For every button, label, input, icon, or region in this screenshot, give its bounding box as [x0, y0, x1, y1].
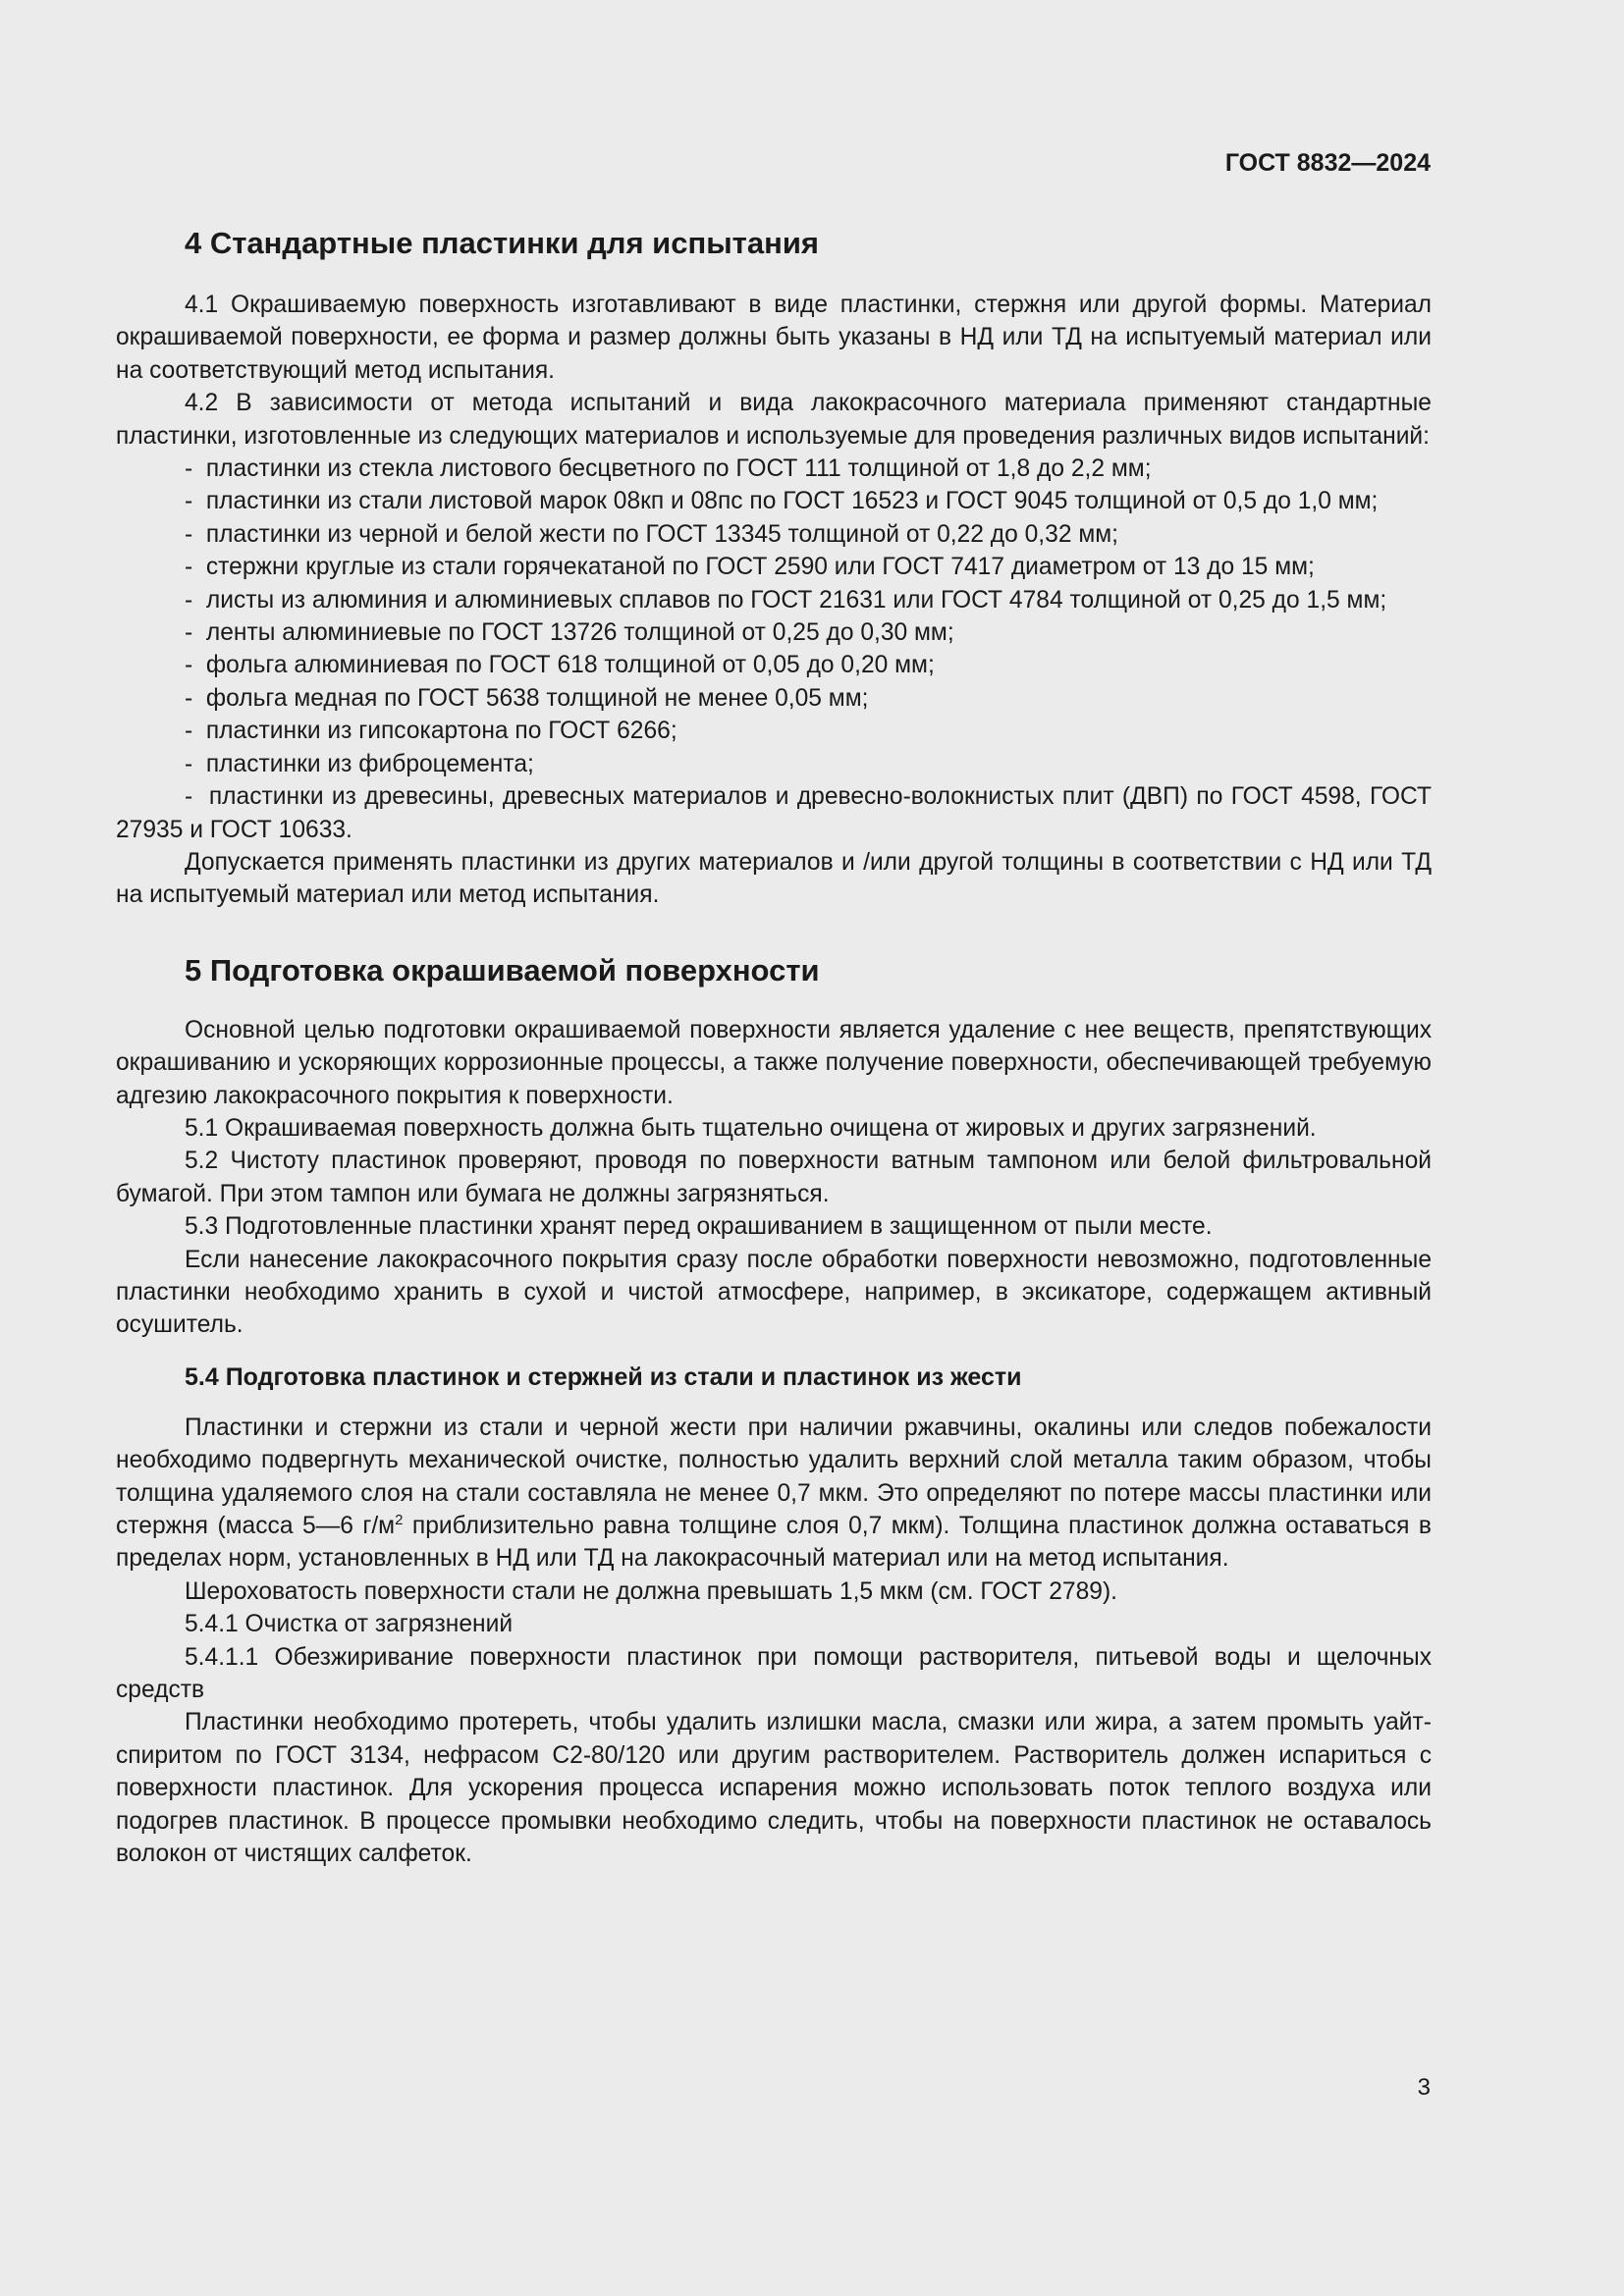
paragraph-4-2: 4.2 В зависимости от метода испытаний и вида лакокрасочного материала применяют стандартные пластинки, изготовленные из следующих материалов и используемые для проведения различных видов испытаний: — [116, 390, 1432, 450]
section-4-title: 4 Стандартные пластинки для испытания — [185, 226, 819, 260]
paragraph-5-intro: Основной целью подготовки окрашиваемой поверхности является удаление с нее веществ, препятствующих окрашиванию и ускоряющих коррозионные процессы, а также получение поверхности, обеспечивающей требуемую адгезию лакокрасочного покрытия к поверхности. — [116, 1016, 1432, 1109]
paragraph-5-4-1-1: 5.4.1.1 Обезжиривание поверхности пластинок при помощи растворителя, питьевой воды и щелочных средств — [116, 1643, 1432, 1704]
paragraph-5-4-1-1-text: Пластинки необходимо протереть, чтобы удалить излишки масла, смазки или жира, а затем промыть уайт-спиритом по ГОСТ 3134, нефрасом С2-80/120 или другим растворителем. Растворитель должен испариться с поверхности пластинок. Для ускорения процесса испарения можно использовать поток теплого воздуха или подогрев пластинок. В процессе промывки необходимо следить, чтобы на поверхности пластинок не оставалось волокон от чистящих салфеток. — [116, 1709, 1432, 1868]
paragraph-5-4-part-a: Пластинки и стержни из стали и черной жести при наличии ржавчины, окалины или следов побежалости необходимо подвергнуть механической очистке, полностью удалить верхний слой металла таким образом, чтобы толщина удаляемого слоя на стали составляла не менее 0,7 мкм. Это определяют по потере массы пластинки или стержня (масса 5—6 г/м — [116, 1414, 1432, 1539]
paragraph-4-1: 4.1 Окрашиваемую поверхность изготавливают в виде пластинки, стержня или другой формы. Материал окрашиваемой поверхности, ее форма и размер должны быть указаны в НД или ТД на испытуемый материал или на соответствующий метод испытания. — [116, 292, 1432, 384]
paragraph-5-4 — [116, 1412, 1432, 1575]
page-number: 3 — [1417, 2074, 1431, 2101]
list-item: - пластинки из древесины, древесных материалов и древесно-волокнистых плит (ДВП) по ГОСТ 4598, ГОСТ 27935 и ГОСТ 10633. — [116, 780, 1432, 846]
paragraph-5-1: 5.1 Окрашиваемая поверхность должна быть тщательно очищена от жировых и других загрязнений. — [185, 1114, 1317, 1142]
list-item: - фольга алюминиевая по ГОСТ 618 толщиной от 0,05 до 0,20 мм; — [116, 649, 1432, 681]
list-item: - стержни круглые из стали горячекатаной по ГОСТ 2590 или ГОСТ 7417 диаметром от 13 до 15 мм; — [116, 551, 1432, 583]
list-item: - пластинки из черной и белой жести по ГОСТ 13345 толщиной от 0,22 до 0,32 мм; — [116, 518, 1432, 551]
section-5-title: 5 Подготовка окрашиваемой поверхности — [185, 952, 820, 988]
paragraph-5-4-1: 5.4.1 Очистка от загрязнений — [185, 1611, 514, 1638]
materials-list — [116, 453, 1432, 846]
paragraph-5-4-part-b: приблизительно равна толщине слоя 0,7 мкм). Толщина пластинок должна оставаться в пределах норм, установленных в НД или ТД на лакокрасочный материал или на метод испытания. — [116, 1513, 1432, 1573]
list-item: - ленты алюминиевые по ГОСТ 13726 толщиной от 0,25 до 0,30 мм; — [116, 616, 1432, 649]
list-item: - листы из алюминия и алюминиевых сплавов по ГОСТ 21631 или ГОСТ 4784 толщиной от 0,25 до 1,5 мм; — [116, 584, 1432, 616]
paragraph-4-note: Допускается применять пластинки из других материалов и /или другой толщины в соответствии с НД или ТД на испытуемый материал или метод испытания. — [116, 848, 1432, 909]
list-item: - пластинки из гипсокартона по ГОСТ 6266; — [116, 715, 1432, 747]
document-designation: ГОСТ 8832—2024 — [1224, 149, 1431, 177]
list-item: - пластинки из стекла листового бесцветного по ГОСТ 111 толщиной от 1,8 до 2,2 мм; — [116, 453, 1432, 485]
list-item: - пластинки из фиброцемента; — [116, 748, 1432, 780]
list-item: - пластинки из стали листовой марок 08кп и 08пс по ГОСТ 16523 и ГОСТ 9045 толщиной от 0,5 до 1,0 мм; — [116, 485, 1432, 517]
document-body — [116, 145, 1432, 1870]
paragraph-roughness: Шероховатость поверхности стали не должна превышать 1,5 мкм (см. ГОСТ 2789). — [185, 1577, 1117, 1605]
paragraph-5-3: 5.3 Подготовленные пластинки хранят перед окрашиванием в защищенном от пыли месте. — [185, 1213, 1213, 1241]
subsection-5-4-title: 5.4 Подготовка пластинок и стержней из стали и пластинок из жести — [185, 1362, 1022, 1391]
list-item: - фольга медная по ГОСТ 5638 толщиной не менее 0,05 мм; — [116, 682, 1432, 715]
paragraph-5-2: 5.2 Чистоту пластинок проверяют, проводя по поверхности ватным тампоном или белой фильтровальной бумагой. При этом тампон или бумага не должны загрязняться. — [116, 1148, 1432, 1207]
superscript: 2 — [395, 1511, 404, 1528]
paragraph-5-3-storage: Если нанесение лакокрасочного покрытия сразу после обработки поверхности невозможно, подготовленные пластинки необходимо хранить в сухой и чистой атмосфере, например, в эксикаторе, содержащем активный осушитель. — [116, 1246, 1432, 1339]
